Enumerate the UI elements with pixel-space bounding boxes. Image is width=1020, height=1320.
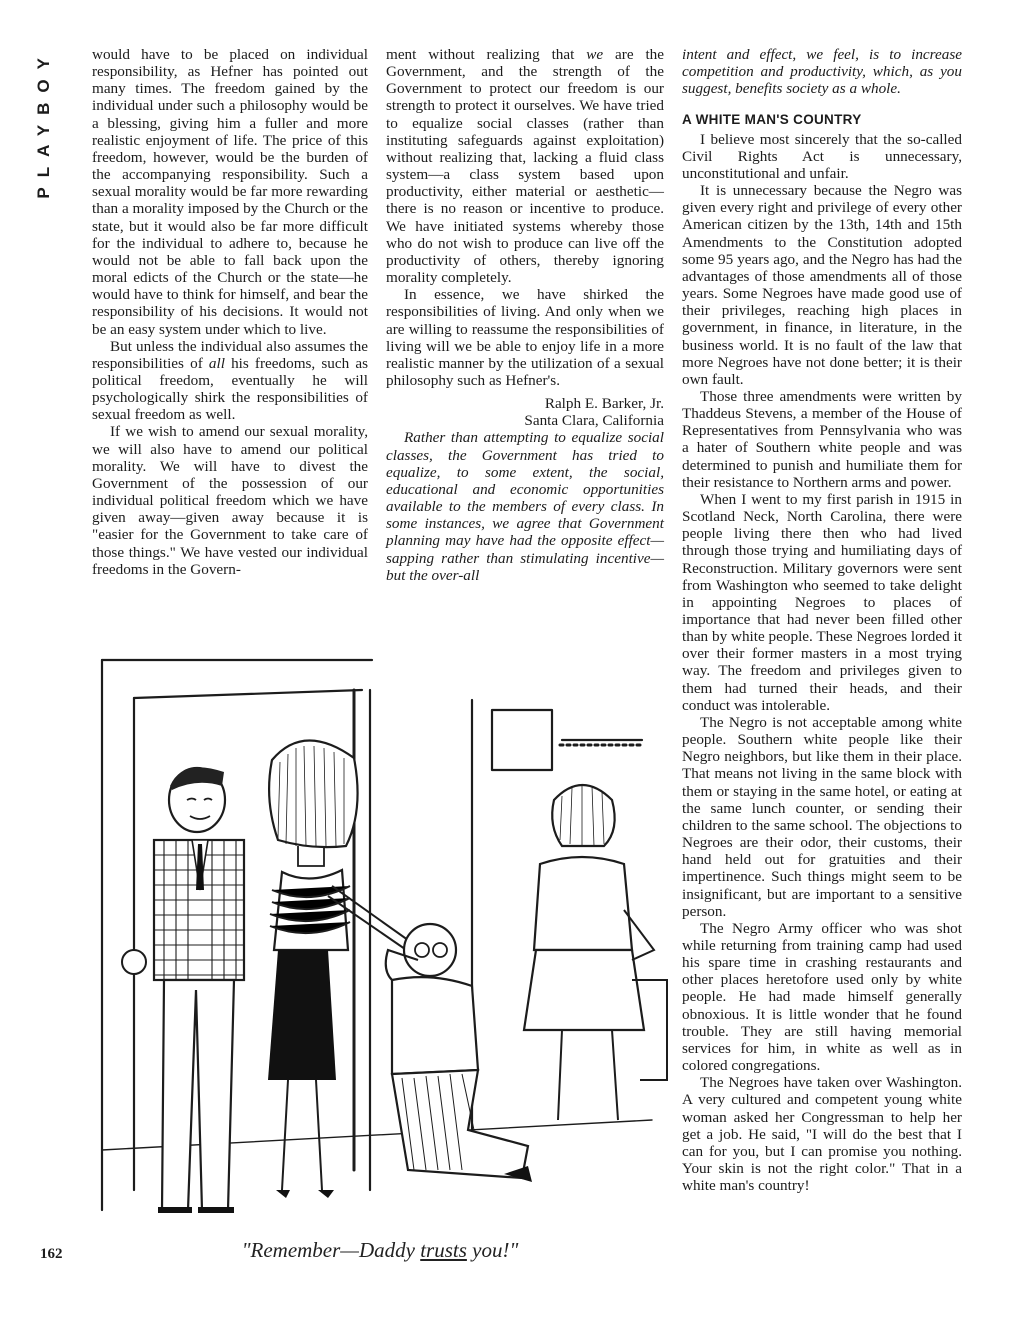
paragraph: The Negro is not acceptable among white people. Southern white people like their Negro neighbors, but like them in their place. That means not living in the same block with them or staying in the same hotel, or eating at the same lunch counter, or sending their children to the same school. The objections to Negroes are their odor, their customs, their hand held out for gratuities and their impertinence. Such things might seem to be insignificant, but are important to a sensitive person. — [682, 713, 962, 920]
paragraph: When I went to my first parish in 1915 in Scotland Neck, North Carolina, there were people living there then who had lived through those trying and humiliating days of Reconstruction. Military governors were sent from Washington who seemed to take delight in appointing Negroes to places of importance that had never been filled other than by white people. These Negroes lorded it over their former masters in a most trying way. The freedom and privileges given to them had turned their heads, and their conduct was intolerable. — [682, 490, 962, 714]
column-1 — [92, 46, 368, 578]
letter-signature-place: Santa Clara, California — [524, 412, 664, 430]
cartoon-caption: "Remember—Daddy trusts you!" — [241, 1238, 519, 1262]
paragraph: I believe most sincerely that the so-called Civil Rights Act is unnecessary, unconstitutional and unfair. — [682, 130, 962, 182]
young-woman-figure — [268, 740, 422, 1198]
editor-reply-continued: intent and effect, we feel, is to increase competition and productivity, which, as you suggest, benefits society as a whole. — [682, 46, 962, 98]
father-figure — [386, 924, 532, 1182]
cartoon-illustration — [92, 650, 672, 1228]
paragraph: The Negroes have taken over Washington. A very cultured and competent young white woman asked her Congressman to help her get a job. He said, "I will do the best that I can for you, but I can promise you nothing. Your skin is not the right color." That in a white man's country! — [682, 1074, 962, 1195]
young-man-figure — [122, 767, 244, 1210]
paragraph: Those three amendments were written by Thaddeus Stevens, a member of the House of Representatives from Pennsylvania who was a hater of Southern white people and was determined to punish and humiliate them for their resistance to Northern arms and power. — [682, 387, 962, 491]
paragraph: It is unnecessary because the Negro was given every right and privilege of every other American citizen by the 13th, 14th and 15th Amendments to the Constitution adopted some 95 years ago, and the Negro has had the advantages of those amendments all of those years. Some Negroes have made good use of their privileges, reaching high places in government, in finance, in literature, in the business world. It is no fault of the law that more Negroes have not done better; it is their own fault. — [682, 182, 962, 388]
paragraph: But unless the individual also assumes the responsibilities of all his freedoms, such as political freedom, eventually he will psychologically shirk the responsibilities of sexual freedom as well. — [92, 337, 368, 424]
column-3 — [682, 46, 962, 1194]
paragraph: ment without realizing that we are the Government, and the strength of the Government to protect our freedom is our strength to protect it ourselves. We have tried to equalize social classes (rather than instituting safeguards against exploitation) without realizing that, lacking a fluid class system—a class system based upon productivity, either material or aesthetic—there is no reason or incentive to produce. We have initiated systems whereby those who do not wish to produce can live off the productivity of others, thereby ignoring morality completely. — [386, 46, 664, 287]
mother-figure — [524, 784, 667, 1120]
letter-signature-name: Ralph E. Barker, Jr. — [544, 395, 664, 413]
letter-heading: A WHITE MAN'S COUNTRY — [682, 112, 862, 128]
paragraph: would have to be placed on individual responsibility, as Hefner has pointed out many times. The freedom gained by the individual under such a philosophy would be a blessing, giving him a fuller and more realistic enjoyment of life. The price of this freedom, however, would be the burden of the accompanying responsibility. Such a sexual morality would be far more rewarding than a morality imposed by the Church or the state, but it would also be far more difficult for the individual to adhere to, because he would not be able to fall back upon the moral edicts of the Church or the state—he would have to think for himself, and bear the responsibility of his decisions. It would not be an easy system under which to live. — [92, 46, 368, 338]
page-number: 162 — [40, 1246, 63, 1262]
editor-reply: Rather than attempting to equalize social classes, the Government has tried to equalize, to some extent, the social, educational and economic opportunities available to the members of every class. In some instances, we agree that Government planning may have had the opposite effect—sapping rather than stimulating incentive—but the over-all — [386, 429, 664, 584]
magazine-name: PLAYBOY — [34, 48, 53, 199]
paragraph: The Negro Army officer who was shot while returning from training camp had used his spare time in crashing restaurants and other places heretofore used only by white people. He had made himself generally obnoxious. It is little wonder that he found trouble. They are still having memorial services for him, in white as well as in colored congregations. — [682, 919, 962, 1075]
paragraph: In essence, we have shirked the responsibilities of living. And only when we are willing to reassume the responsibilities of living will we be able to enjoy life in a more realistic manner by the utilization of a sexual philosophy such as Hefner's. — [386, 286, 664, 389]
column-2 — [386, 46, 664, 584]
paragraph: If we wish to amend our sexual morality, we will also have to amend our political morality. We will have to divest the Government of the possession of our individual political freedom which we have given away—given away because it is "easier for the Government to take care of those things." We have vested our individual freedoms in the Govern- — [92, 423, 368, 578]
